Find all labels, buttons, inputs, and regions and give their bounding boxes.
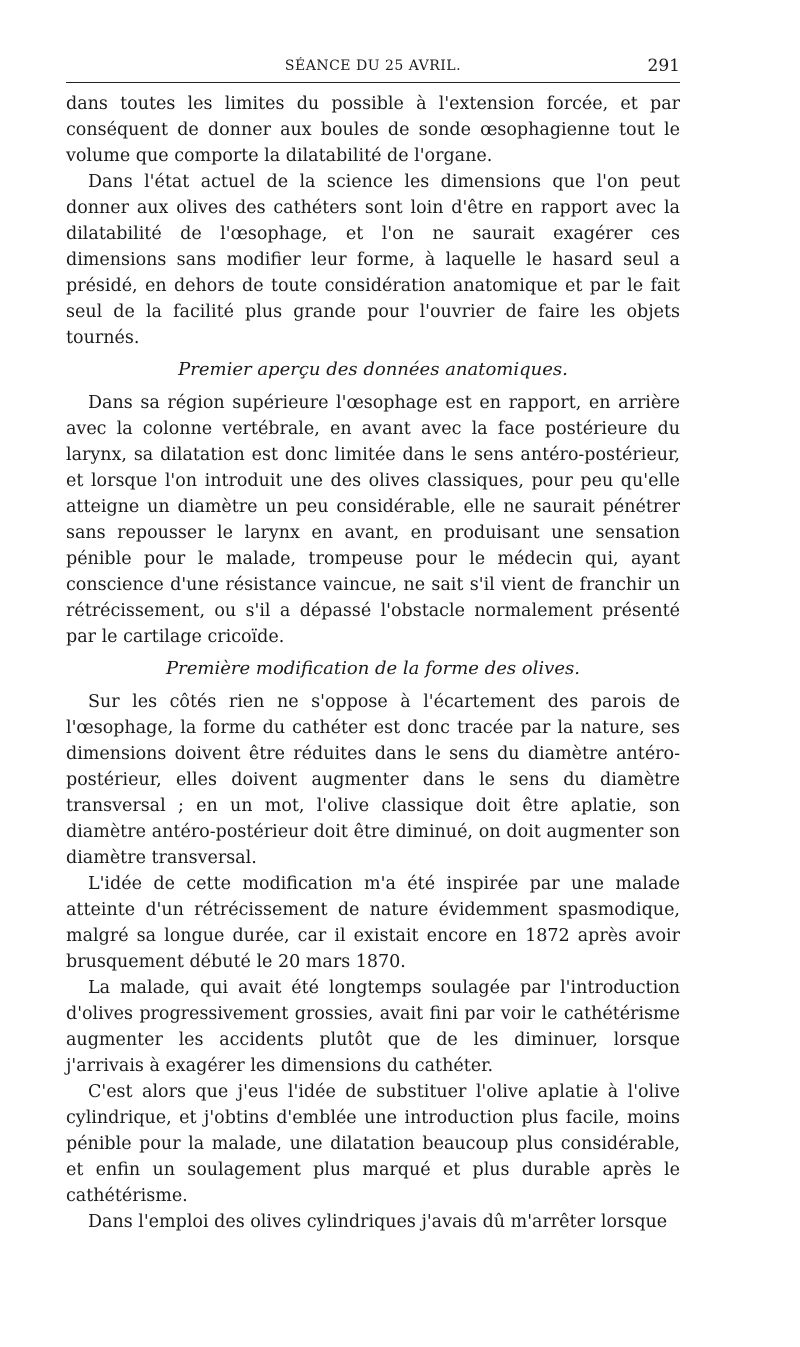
paragraph: La malade, qui avait été longtemps soulagée par l'introduction d'olives progressivement grossies, avait fini par voir le cathétérisme augmenter les accidents plutôt que de les diminuer, lorsque j'arrivais à exagérer les dimensions du cathéter. — [66, 978, 680, 1076]
running-head: SÉANCE DU 25 AVRIL. — [284, 58, 462, 74]
book-page — [66, 52, 680, 1235]
paragraph: Dans l'emploi des olives cylindriques j'avais dû m'arrêter lorsque — [88, 1212, 668, 1232]
page-number: 291 — [647, 56, 680, 76]
paragraph: Dans sa région supérieure l'œsophage est en rapport, en arrière avec la colonne vertébrale, en avant avec la face postérieure du larynx, sa dilatation est donc limitée dans le sens antéro-postérieur, et lorsque l'on introduit une des olives classiques, pour peu qu'elle atteigne un diamètre un peu considérable, elle ne saurait pénétrer sans repousser le larynx en avant, en produisant une sensation pénible pour le malade, trompeuse pour le médecin qui, ayant conscience d'une résistance vaincue, ne sait s'il vient de franchir un rétrécissement, ou s'il a dépassé l'obstacle normalement présenté par le cartilage cricoïde. — [66, 393, 680, 647]
paragraph: dans toutes les limites du possible à l'extension forcée, et par conséquent de donner aux boules de sonde œsophagienne tout le volume que comporte la dilatabilité de l'organe. — [66, 94, 680, 166]
section-heading: Première modification de la forme des olives. — [166, 658, 580, 679]
page-header — [66, 52, 680, 83]
section-heading: Premier aperçu des données anatomiques. — [178, 359, 568, 380]
paragraph: L'idée de cette modification m'a été inspirée par une malade atteinte d'un rétrécissement de nature évidemment spasmodique, malgré sa longue durée, car il existait encore en 1872 après avoir brusquement débuté le 20 mars 1870. — [66, 874, 680, 972]
paragraph: C'est alors que j'eus l'idée de substituer l'olive aplatie à l'olive cylindrique, et j'obtins d'emblée une introduction plus facile, moins pénible pour la malade, une dilatation beaucoup plus considérable, et enfin un soulagement plus marqué et plus durable après le cathétérisme. — [66, 1082, 680, 1206]
paragraph: Sur les côtés rien ne s'oppose à l'écartement des parois de l'œsophage, la forme du cathéter est donc tracée par la nature, ses dimensions doivent être réduites dans le sens du diamètre antéro-postérieur, elles doivent augmenter dans le sens du diamètre transversal ; en un mot, l'olive classique doit être aplatie, son diamètre antéro-postérieur doit être diminué, on doit augmenter son diamètre transversal. — [66, 692, 680, 868]
paragraph: Dans l'état actuel de la science les dimensions que l'on peut donner aux olives des cathéters sont loin d'être en rapport avec la dilatabilité de l'œsophage, et l'on ne saurait exagérer ces dimensions sans modifier leur forme, à laquelle le hasard seul a présidé, en dehors de toute considération anatomique et par le fait seul de la facilité plus grande pour l'ouvrier de faire les objets tournés. — [66, 172, 680, 348]
page-body — [66, 91, 680, 1235]
